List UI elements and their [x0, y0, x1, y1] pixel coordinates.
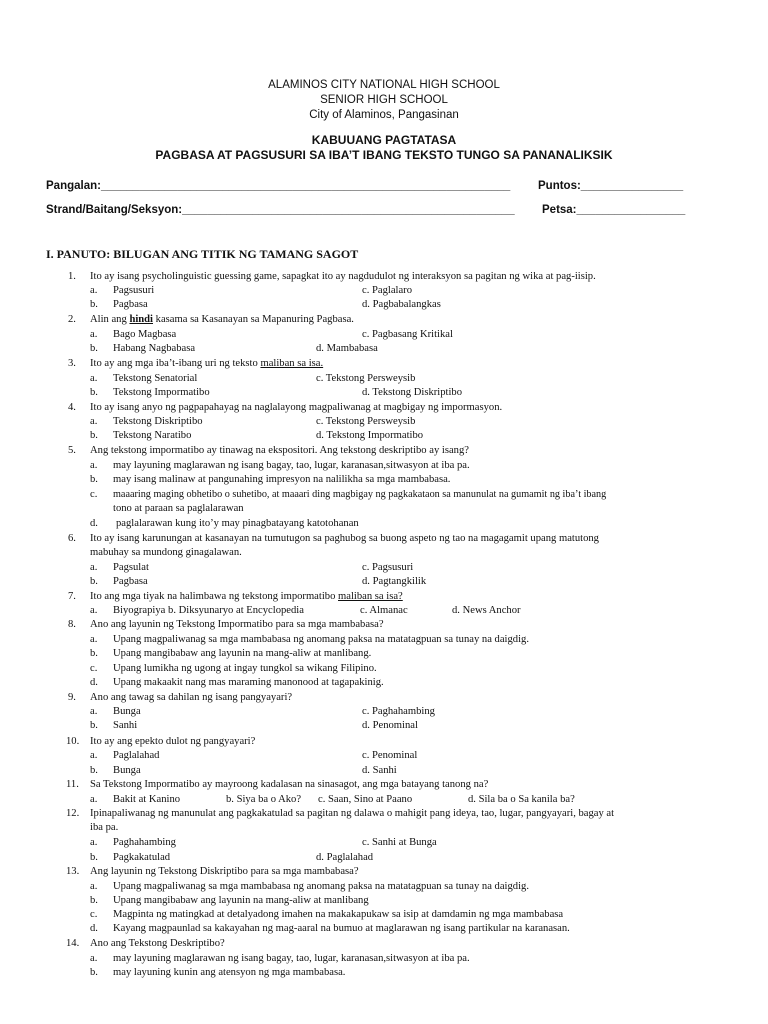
choice-text[interactable]: Tekstong Senatorial — [113, 373, 198, 384]
choice-letter[interactable]: a. — [90, 953, 98, 964]
question-text: Ang layunin ng Tekstong Diskriptibo para sa mga mambabasa? — [90, 866, 359, 877]
choice-letter[interactable]: a. — [90, 373, 98, 384]
question-text: Ito ay ang epekto dulot ng pangyayari? — [90, 736, 256, 747]
question-number: 14. — [66, 938, 80, 949]
question-text — [90, 357, 323, 371]
choice-c[interactable]: c. Tekstong Persweysib — [316, 373, 416, 384]
choice-text-cont[interactable]: tono at paraan sa paglalarawan — [113, 503, 244, 514]
date-field[interactable]: Petsa:_________________ — [542, 204, 686, 216]
choice-letter[interactable]: a. — [90, 460, 98, 471]
choice-letter[interactable]: b. — [90, 895, 98, 906]
choice-text[interactable]: Pagsulat — [113, 562, 149, 573]
question-text-pre: Alin ang — [90, 314, 130, 325]
choice-c[interactable]: c. Pagsusuri — [362, 562, 414, 573]
choice-text[interactable]: maaaring maging obhetibo o suhetibo, at maaari ding magbigay ng pagkakataon sa manunulat na gumamit ng iba’t ibang — [113, 489, 607, 500]
choice-d[interactable]: d. Sanhi — [362, 765, 397, 776]
choice-text[interactable]: Upang mangibabaw ang layunin na mang-aliw at manlibang — [113, 895, 369, 906]
question-text: Ito ay isang anyo ng pagpapahayag na naglalayong magpaliwanag at magbigay ng impormasyon. — [90, 402, 503, 413]
section-instructions: I. PANUTO: BILUGAN ANG TITIK NG TAMANG SAGOT — [46, 247, 359, 261]
question-text-cont: iba pa. — [90, 822, 119, 833]
choice-text[interactable]: Upang magpaliwanag sa mga mambabasa ng anomang paksa na matatagpuan sa tunay na daigdig. — [113, 634, 529, 645]
choice-letter[interactable]: a. — [90, 605, 98, 616]
question-number: 3. — [68, 358, 76, 369]
choice-c[interactable]: c. Pagbasang Kritikal — [362, 329, 453, 340]
question-text-cont: mabuhay sa mundong ginagalawan. — [90, 547, 242, 558]
choice-letter[interactable]: b. — [90, 967, 98, 978]
question-text: Ano ang tawag sa dahilan ng isang pangyayari? — [90, 692, 293, 703]
choice-b[interactable]: b. Siya ba o Ako? — [226, 794, 302, 805]
question-text-pre: Ito ay ang mga iba’t-ibang uri ng teksto — [90, 358, 261, 369]
choice-letter[interactable]: a. — [90, 329, 98, 340]
question-text: Ang tekstong impormatibo ay tinawag na ekspositori. Ang tekstong deskriptibo ay isang? — [90, 445, 469, 456]
question-text: Ano ang Tekstong Deskriptibo? — [90, 938, 225, 949]
choice-d[interactable]: d. Pagtangkilik — [362, 576, 427, 587]
question-number: 11. — [66, 779, 79, 790]
choice-text[interactable]: Bago Magbasa — [113, 329, 177, 340]
question-number: 1. — [68, 271, 76, 282]
choice-letter[interactable]: c. — [90, 663, 98, 674]
question-text-post: kasama sa Kasanayan sa Mapanuring Pagbasa. — [153, 314, 354, 325]
choice-d[interactable]: d. Tekstong Impormatibo — [316, 430, 424, 441]
choice-d[interactable]: d. Tekstong Diskriptibo — [362, 387, 462, 398]
choice-text[interactable]: Paghahambing — [113, 837, 176, 848]
choice-text[interactable]: Pagsusuri — [113, 285, 155, 296]
choice-d[interactable]: d. Mambabasa — [316, 343, 378, 354]
choice-c[interactable]: c. Almanac — [360, 605, 408, 616]
choice-text[interactable]: Bakit at Kanino — [113, 794, 181, 805]
question-text: Sa Tekstong Impormatibo ay mayroong kadalasan na sinasagot, ang mga batayang tanong na? — [90, 779, 489, 790]
choice-letter[interactable]: b. — [90, 474, 98, 485]
choice-text[interactable]: Upang mangibabaw ang layunin na mang-aliw at manlibang. — [113, 648, 372, 659]
choice-c[interactable]: c. Saan, Sino at Paano — [318, 794, 413, 805]
choice-text[interactable]: Pagbasa — [113, 576, 148, 587]
choice-text[interactable]: may layuning maglarawan ng isang bagay, tao, lugar, karanasan,sitwasyon at iba pa. — [113, 460, 470, 471]
choice-text[interactable]: Tekstong Naratibo — [113, 430, 192, 441]
question-number: 4. — [68, 402, 76, 413]
choice-letter[interactable]: b. — [90, 343, 98, 354]
choice-letter[interactable]: b. — [90, 430, 98, 441]
choice-letter[interactable]: a. — [90, 285, 98, 296]
choice-text[interactable]: Pagbasa — [113, 299, 148, 310]
choice-letter[interactable]: a. — [90, 634, 98, 645]
choice-c[interactable]: c. Paghahambing — [362, 706, 435, 717]
choice-text[interactable]: Biyograpiya b. Diksyunaryo at Encyclopedia — [113, 605, 304, 616]
question-number: 8. — [68, 619, 76, 630]
subject-title: PAGBASA AT PAGSUSURI SA IBA’T IBANG TEKSTO TUNGO SA PANANALIKSIK — [155, 148, 613, 162]
exam-title: KABUUANG PAGTATASA — [311, 133, 457, 147]
choice-letter[interactable]: d. — [90, 518, 98, 529]
choice-text[interactable]: Pagkakatulad — [113, 852, 171, 863]
name-field[interactable]: Pangalan:________________________________________________________________ — [46, 180, 511, 192]
question-text — [90, 313, 354, 327]
choice-letter[interactable]: d. — [90, 923, 98, 934]
school-name: ALAMINOS CITY NATIONAL HIGH SCHOOL — [268, 79, 500, 91]
question-number: 13. — [66, 866, 80, 877]
question-number: 12. — [66, 808, 80, 819]
question-number: 9. — [68, 692, 76, 703]
choice-letter[interactable]: c. — [90, 489, 98, 500]
question-number: 5. — [68, 445, 76, 456]
choice-text[interactable]: may isang malinaw at pangunahing impresyon na nalilikha sa mga mambabasa. — [113, 474, 451, 485]
question-text: Ito ay isang karunungan at kasanayan na tumutugon sa paghubog sa buong aspeto ng tao na magagamit upang matutong — [90, 533, 599, 544]
choice-letter[interactable]: a. — [90, 837, 98, 848]
choice-d[interactable]: d. Penominal — [362, 720, 418, 731]
question-number: 10. — [66, 736, 80, 747]
choice-letter[interactable]: c. — [90, 909, 98, 920]
choice-text[interactable]: Upang magpaliwanag sa mga mambabasa ng anomang paksa na matatagpuan sa tunay na daigdig. — [113, 881, 529, 892]
choice-text[interactable]: Paglalahad — [113, 750, 160, 761]
choice-text[interactable]: Tekstong Diskriptibo — [113, 416, 203, 427]
choice-letter[interactable]: a. — [90, 794, 98, 805]
choice-text[interactable]: paglalarawan kung ito’y may pinagbatayang katotohanan — [116, 518, 359, 529]
choice-letter[interactable]: a. — [90, 881, 98, 892]
choice-text[interactable]: may layuning kunin ang atensyon ng mga mambabasa. — [113, 967, 346, 978]
choice-text[interactable]: Habang Nagbabasa — [113, 343, 196, 354]
choice-c[interactable]: c. Paglalaro — [362, 285, 413, 296]
question-number: 2. — [68, 314, 76, 325]
school-city: City of Alaminos, Pangasinan — [309, 109, 459, 121]
choice-letter[interactable]: b. — [90, 765, 98, 776]
choice-text[interactable]: Upang lumikha ng ugong at ingay tungkol sa wikang Filipino. — [113, 663, 377, 674]
choice-d[interactable]: d. News Anchor — [452, 605, 521, 616]
choice-letter[interactable]: b. — [90, 576, 98, 587]
emphasis-maliban: maliban sa isa? — [338, 591, 403, 602]
choice-letter[interactable]: a. — [90, 706, 98, 717]
choice-c[interactable]: c. Sanhi at Bunga — [362, 837, 437, 848]
choice-d[interactable]: d. Pagbabalangkas — [362, 299, 441, 310]
choice-text[interactable]: Kayang magpaunlad sa kakayahan ng mag-aaral na bumuo at maglarawan ng isang partikular na karanasan. — [113, 923, 570, 934]
question-text: Ipinapaliwanag ng manunulat ang pagkakatulad sa pagitan ng dalawa o mahigit pang ideya, tao, lugar, pangyayari, bagay at — [90, 808, 615, 819]
choice-text[interactable]: may layuning maglarawan ng isang bagay, tao, lugar, karanasan,sitwasyon at iba pa. — [113, 953, 470, 964]
choice-letter[interactable]: a. — [90, 416, 98, 427]
choice-text[interactable]: Magpinta ng matingkad at detalyadong imahen na makakapukaw sa isip at damdamin ng mga mambabasa — [113, 909, 564, 920]
choice-text[interactable]: Upang makaakit nang mas maraming manonood at tagapakinig. — [113, 677, 384, 688]
question-number: 7. — [68, 591, 76, 602]
choice-d[interactable]: d. Sila ba o Sa kanila ba? — [468, 794, 575, 805]
question-text: Ano ang layunin ng Tekstong Impormatibo para sa mga mambabasa? — [90, 619, 384, 630]
choice-text[interactable]: Bunga — [113, 765, 141, 776]
choice-text[interactable]: Tekstong Impormatibo — [113, 387, 210, 398]
choice-letter[interactable]: a. — [90, 562, 98, 573]
choice-letter[interactable]: b. — [90, 387, 98, 398]
choice-c[interactable]: c. Tekstong Persweysib — [316, 416, 416, 427]
school-level: SENIOR HIGH SCHOOL — [320, 94, 448, 106]
choice-d[interactable]: d. Paglalahad — [316, 852, 374, 863]
choice-letter[interactable]: a. — [90, 750, 98, 761]
strand-field[interactable]: Strand/Baitang/Seksyon:____________________________________________________ — [46, 204, 515, 216]
emphasis-maliban: maliban sa isa. — [260, 358, 324, 369]
choice-text[interactable]: Sanhi — [113, 720, 138, 731]
choice-c[interactable]: c. Penominal — [362, 750, 418, 761]
question-number: 6. — [68, 533, 76, 544]
question-text: Ito ay isang psycholinguistic guessing game, sapagkat ito ay nagdudulot ng interaksyon sa pagitan ng wika at pag-iisip. — [90, 271, 596, 282]
choice-letter[interactable]: b. — [90, 299, 98, 310]
choice-letter[interactable]: b. — [90, 648, 98, 659]
score-field[interactable]: Puntos:________________ — [538, 180, 684, 192]
choice-text[interactable]: Bunga — [113, 706, 141, 717]
choice-letter[interactable]: b. — [90, 720, 98, 731]
emphasis-hindi: hindi — [129, 314, 153, 325]
question-text — [90, 590, 403, 604]
choice-letter[interactable]: b. — [90, 852, 98, 863]
question-text-pre: Ito ang mga tiyak na halimbawa ng tekstong impormatibo — [90, 591, 339, 602]
choice-letter[interactable]: d. — [90, 677, 98, 688]
